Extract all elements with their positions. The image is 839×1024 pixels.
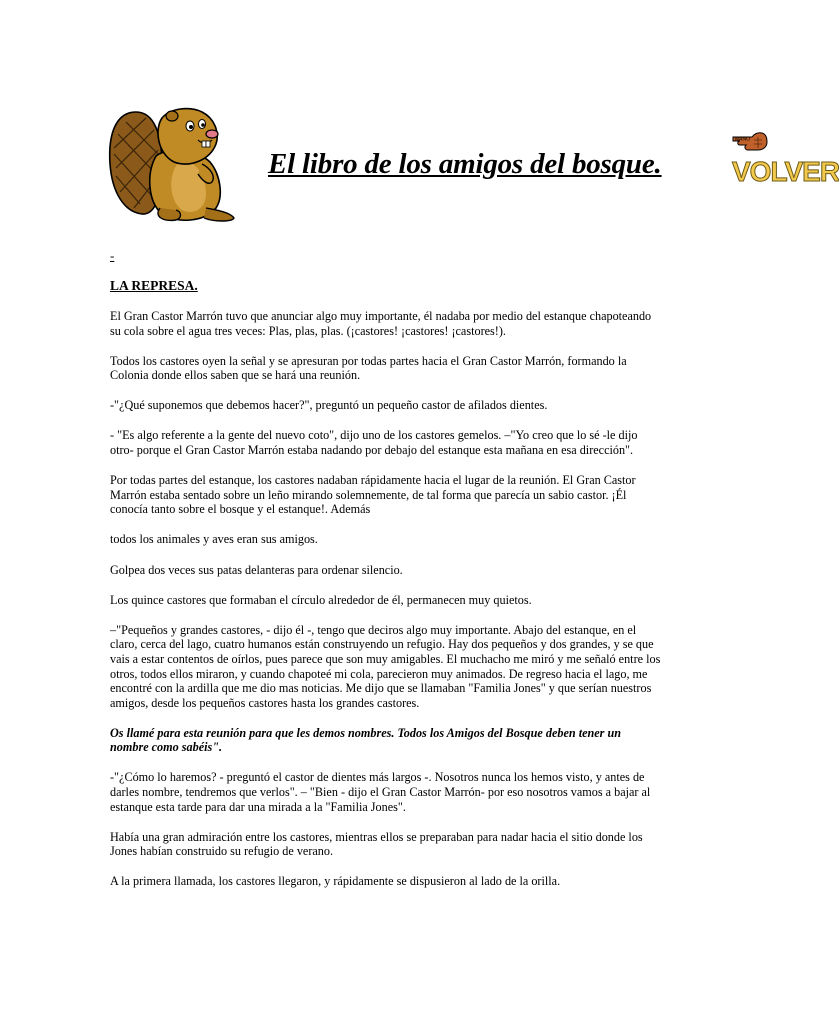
paragraph: - "Es algo referente a la gente del nuevo coto", dijo uno de los castores gemelos. –"Yo creo que lo sé -le dijo otro- porque el Gran Castor Marrón estaba nadando por debajo del estanque esta mañana en esa dirección". <box>110 428 638 458</box>
paragraph: Todos los castores oyen la señal y se apresuran por todas partes hacia el Gran Castor Marrón, formando la Colonia donde ellos saben que se hará una reunión. <box>110 353 627 383</box>
back-link[interactable] <box>730 124 839 190</box>
paragraph: A la primera llamada, los castores llegaron, y rápidamente se dispusieron al lado de la orilla. <box>110 874 561 889</box>
dash-link[interactable]: - <box>110 248 115 263</box>
paragraph: –"Pequeños y grandes castores, - dijo él -, tengo que deciros algo muy importante. Abajo del estanque, en el claro, cerca del lago, cuatro humanos están construyendo un refugio. Hay dos pequeños y dos grandes, y se que vais a estar contentos de oírlos, pues parece que son muy amigables. El muchacho me miró y me señaló entre los otros, todos ellos miraron, y cuando chapoteé mi cola, parecieron muy animados. De regreso hacia el lago, me encontré con la ardilla que me dio mas noticias. Me dijo que se llamaban "Familia Jones" y que serían nuestros amigos, desde los pequeños castores hasta los grandes castores. <box>110 622 661 710</box>
paragraph: El Gran Castor Marrón tuvo que anunciar algo muy importante, él nadaba por medio del estanque chapoteando su cola sobre el agua tres veces: Plas, plas, plas. (¡castores! ¡castores! ¡castores!). <box>110 309 652 338</box>
paragraph: Por todas partes del estanque, los castores nadaban rápidamente hacia el lugar de la reunión. El Gran Castor Marrón estaba sentado sobre un leño mirando solemnemente, de tal forma que parecía un sabio castor. ¡Él conocía tanto sobre el bosque y el estanque!. Además <box>110 473 636 517</box>
hand-label: MANO <box>735 136 750 143</box>
paragraph: Golpea dos veces sus patas delanteras para ordenar silencio. <box>110 562 403 577</box>
pointing-hand-icon <box>732 128 768 152</box>
paragraph: Había una gran admiración entre los castores, mientras ellos se preparaban para nadar hacia el sitio donde los Jones habían construido su refugio de verano. <box>110 829 643 859</box>
document-title: El libro de los amigos del bosque. <box>268 148 662 180</box>
paragraph: todos los animales y aves eran sus amigos. <box>110 532 318 547</box>
section-title: LA REPRESA. <box>110 278 198 293</box>
beaver-illustration <box>106 104 238 226</box>
paragraph: Los quince castores que formaban el círculo alrededor de él, permanecen muy quietos. <box>110 592 532 607</box>
paragraph: -"¿Cómo lo haremos? - preguntó el castor de dientes más largos -. Nosotros nunca los hemos visto, y antes de darles nombre, tendremos que verlos". – "Bien - dijo el Gran Castor Marrón- por eso nosotros vamos a bajar al estanque esta tarde para dar una mirada a la "Familia Jones". <box>110 770 651 814</box>
back-link-text: VOLVER <box>732 156 839 187</box>
story-content <box>110 277 662 905</box>
paragraph: -"¿Qué suponemos que debemos hacer?", preguntó un pequeño castor de afilados dientes. <box>110 398 548 413</box>
paragraph-emphasis: Os llamé para esta reunión para que les demos nombres. Todos los Amigos del Bosque deben tener un nombre como sabéis". <box>110 725 622 755</box>
